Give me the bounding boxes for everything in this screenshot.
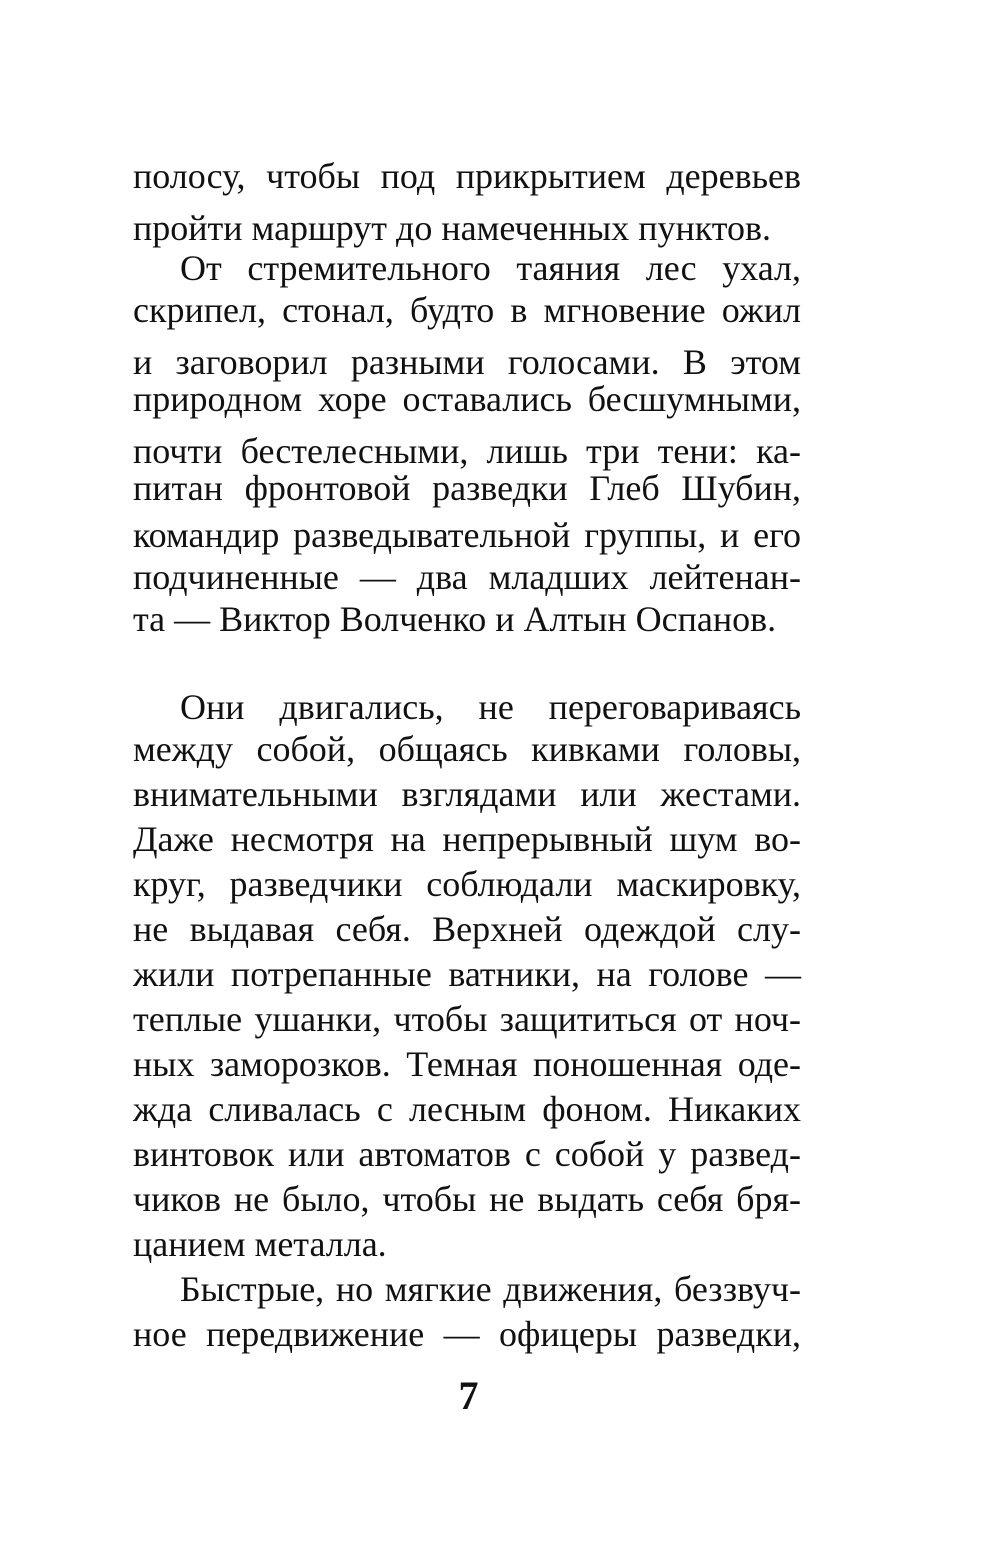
text-line-21: жда сливалась с лесным фоном. Никаких [133, 1089, 801, 1129]
text-line-16: круг, разведчики соблюдали маскировку, [133, 864, 801, 904]
text-line-22: винтовок или автоматов с собой у развед- [133, 1134, 801, 1174]
text-line-6: природном хоре оставались бесшумными, [133, 379, 801, 419]
text-line-9: командир разведывательной группы, и его [133, 515, 801, 555]
text-line-2: пройти маршрут до намеченных пунктов. [133, 208, 772, 248]
text-line-25: Быстрые, но мягкие движения, беззвуч- [180, 1269, 801, 1309]
text-line-15: Даже несмотря на непрерывный шум во- [133, 819, 801, 859]
text-line-23: чиков не было, чтобы не выдать себя бря- [133, 1179, 801, 1219]
text-line-26: ное передвижение — офицеры разведки, [133, 1314, 801, 1354]
text-line-13: между собой, общаясь кивками головы, [133, 729, 801, 769]
text-line-4: скрипел, стонал, будто в мгновение ожил [133, 290, 801, 330]
text-line-11: та — Виктор Волченко и Алтын Оспанов. [133, 599, 777, 639]
text-line-3: От стремительного таяния лес ухал, [180, 248, 801, 288]
text-line-18: жили потрепанные ватники, на голове — [133, 954, 801, 994]
text-line-1: полосу, чтобы под прикрытием деревьев [133, 156, 801, 196]
text-line-17: не выдавая себя. Верхней одеждой слу- [133, 909, 801, 949]
text-line-5: и заговорил разными голосами. В этом [133, 342, 801, 382]
text-line-19: теплые ушанки, чтобы защититься от ноч- [133, 999, 801, 1039]
text-line-12: Они двигались, не переговариваясь [180, 687, 801, 727]
text-line-8: питан фронтовой разведки Глеб Шубин, [133, 468, 801, 508]
text-line-14: внимательными взглядами или жестами. [133, 774, 801, 814]
page-number: 7 [458, 1373, 479, 1418]
text-line-24: цанием металла. [133, 1224, 387, 1264]
text-line-7: почти бестелесными, лишь три тени: ка- [133, 431, 801, 471]
text-line-20: ных заморозков. Темная поношенная оде- [133, 1044, 801, 1084]
text-line-10: подчиненные — два младших лейтенан- [133, 557, 801, 597]
